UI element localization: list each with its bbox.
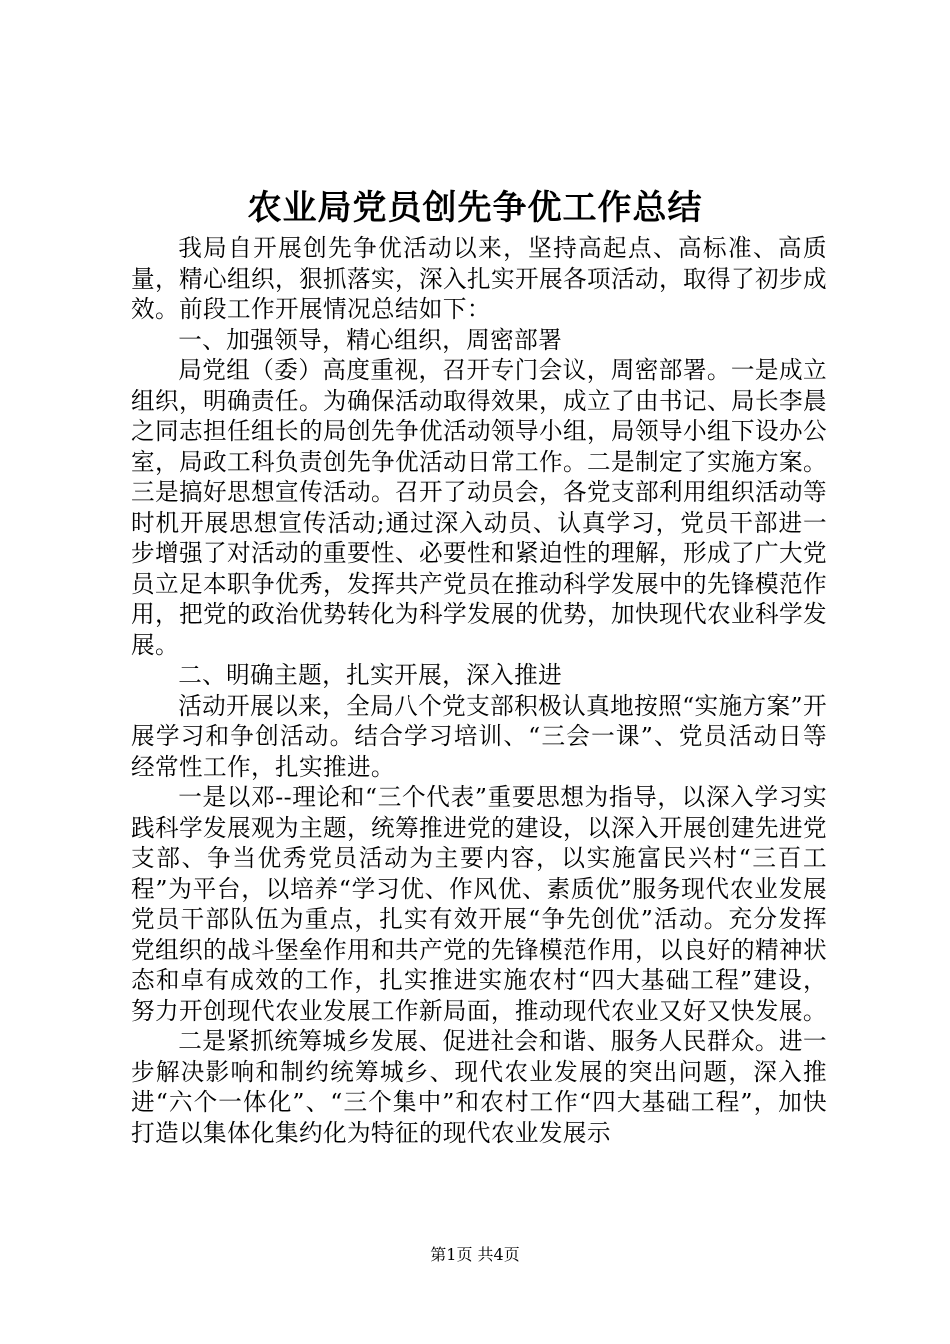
paragraph-section-2-intro: 活动开展以来，全局八个党支部积极认真地按照“实施方案”开展学习和争创活动。结合学习培训、“三会一课”、党员活动日等经常性工作，扎实推进。 xyxy=(131,691,827,781)
section-heading-2: 二、明确主题，扎实开展，深入推进 xyxy=(178,661,563,689)
document-body xyxy=(131,233,827,1148)
paragraph-point-2: 二是紧抓统筹城乡发展、促进社会和谐、服务人民群众。进一步解决影响和制约统筹城乡、现代农业发展的突出问题，深入推进“六个一体化”、“三个集中”和农村工作“四大基础工程”，加快打造以集体化集约化为特征的现代农业发展示 xyxy=(131,1027,827,1147)
paragraph-intro: 我局自开展创先争优活动以来，坚持高起点、高标准、高质量，精心组织，狠抓落实，深入扎实开展各项活动，取得了初步成效。前段工作开展情况总结如下： xyxy=(131,234,827,323)
page-number-footer: 第1页 共4页 xyxy=(430,1245,520,1264)
paragraph-section-1: 局党组（委）高度重视，召开专门会议，周密部署。一是成立组织，明确责任。为确保活动取得效果，成立了由书记、局长李晨之同志担任组长的局创先争优活动领导小组，局领导小组下设办公室，局政工科负责创先争优活动日常工作。二是制定了实施方案。三是搞好思想宣传活动。召开了动员会，各党支部利用组织活动等时机开展思想宣传活动;通过深入动员、认真学习，党员干部进一步增强了对活动的重要性、必要性和紧迫性的理解，形成了广大党员立足本职争优秀，发挥共产党员在推动科学发展中的先锋模范作用，把党的政治优势转化为科学发展的优势，加快现代农业科学发展。 xyxy=(131,356,827,659)
section-heading-1: 一、加强领导，精心组织，周密部署 xyxy=(178,325,563,354)
paragraph-point-1: 一是以邓--理论和“三个代表”重要思想为指导，以深入学习实践科学发展观为主题，统筹推进党的建设，以深入开展创建先进党支部、争当优秀党员活动为主要内容，以实施富民兴村“三百工程”为平台，以培养“学习优、作风优、素质优”服务现代农业发展党员干部队伍为重点，扎实有效开展“争先创优”活动。充分发挥党组织的战斗堡垒作用和共产党的先锋模范作用，以良好的精神状态和卓有成效的工作，扎实推进实施农村“四大基础工程”建设，努力开创现代农业发展工作新局面，推动现代农业又好又快发展。 xyxy=(131,783,827,1025)
document-title: 农业局党员创先争优工作总结 xyxy=(247,188,703,228)
